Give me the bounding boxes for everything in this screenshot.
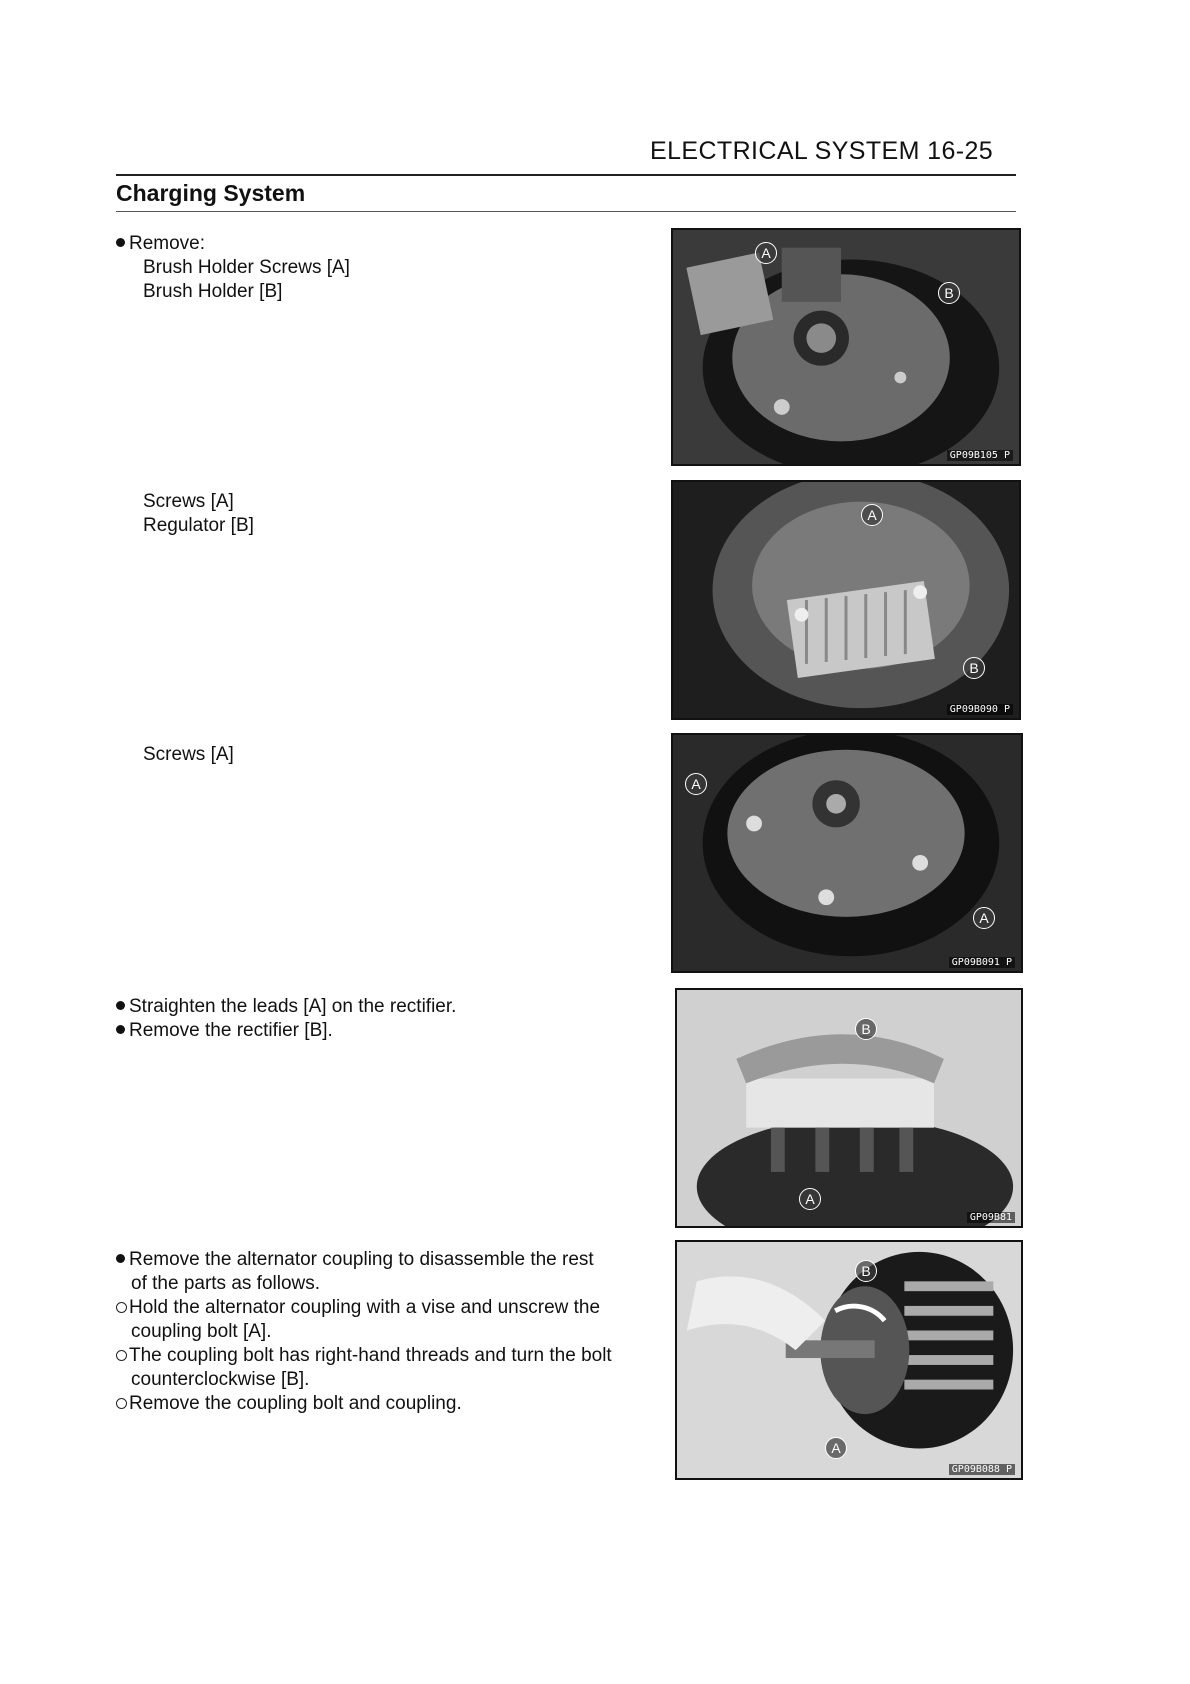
step-4-text bbox=[116, 995, 456, 1043]
callout-b: B bbox=[938, 282, 960, 304]
step-5-line-6: counterclockwise [B]. bbox=[131, 1369, 310, 1390]
step-2-line-1: Screws [A] bbox=[143, 491, 234, 512]
step-1-line-1: Remove: bbox=[116, 232, 350, 256]
step-3-line-1: Screws [A] bbox=[143, 744, 234, 765]
step-1-line-2: Brush Holder Screws [A] bbox=[143, 257, 350, 278]
step-3-text bbox=[116, 743, 234, 767]
callout-b: B bbox=[855, 1018, 877, 1040]
figure-code: GP09B090 P bbox=[947, 704, 1013, 715]
sub-step-icon bbox=[116, 1350, 127, 1361]
step-5-line-2: of the parts as follows. bbox=[131, 1273, 321, 1294]
bullet-icon bbox=[116, 1001, 125, 1010]
step-5-line-3: Hold the alternator coupling with a vise and unscrew the bbox=[116, 1296, 612, 1320]
step-5-line-1: Remove the alternator coupling to disassemble the rest bbox=[116, 1248, 612, 1272]
figure-code: GP09B81 bbox=[967, 1212, 1015, 1223]
callout-a: A bbox=[861, 504, 883, 526]
bullet-icon bbox=[116, 1254, 125, 1263]
step-5-line-7: Remove the coupling bolt and coupling. bbox=[116, 1392, 612, 1416]
figure-coupling bbox=[675, 1240, 1023, 1480]
section-rule bbox=[116, 211, 1016, 212]
figure-regulator bbox=[671, 480, 1021, 720]
callout-b: B bbox=[855, 1260, 877, 1282]
figure-code: GP09B105 P bbox=[947, 450, 1013, 461]
header-rule bbox=[116, 174, 1016, 176]
figure-rectifier bbox=[675, 988, 1023, 1228]
callout-a: A bbox=[825, 1437, 847, 1459]
callout-a: A bbox=[799, 1188, 821, 1210]
step-1-line-3: Brush Holder [B] bbox=[143, 281, 283, 302]
bullet-icon bbox=[116, 238, 125, 247]
figure-brush-holder bbox=[671, 228, 1021, 466]
callout-a: A bbox=[685, 773, 707, 795]
sub-step-icon bbox=[116, 1302, 127, 1313]
sub-step-icon bbox=[116, 1398, 127, 1409]
bullet-icon bbox=[116, 1025, 125, 1034]
step-4-line-2: Remove the rectifier [B]. bbox=[116, 1019, 456, 1043]
step-2-text bbox=[116, 490, 254, 538]
step-4-line-1: Straighten the leads [A] on the rectifier. bbox=[116, 995, 456, 1019]
figure-screws bbox=[671, 733, 1023, 973]
step-1-text bbox=[116, 232, 350, 304]
figure-code: GP09B088 P bbox=[949, 1464, 1015, 1475]
step-5-line-5: The coupling bolt has right-hand threads and turn the bolt bbox=[116, 1344, 612, 1368]
figure-code: GP09B091 P bbox=[949, 957, 1015, 968]
step-2-line-2: Regulator [B] bbox=[143, 515, 254, 536]
callout-a-2: A bbox=[973, 907, 995, 929]
callout-b: B bbox=[963, 657, 985, 679]
section-title: Charging System bbox=[116, 180, 306, 206]
chapter-title: ELECTRICAL SYSTEM 16-25 bbox=[650, 137, 994, 165]
step-5-line-4: coupling bolt [A]. bbox=[131, 1321, 272, 1342]
step-5-text bbox=[116, 1248, 612, 1416]
callout-a: A bbox=[755, 242, 777, 264]
